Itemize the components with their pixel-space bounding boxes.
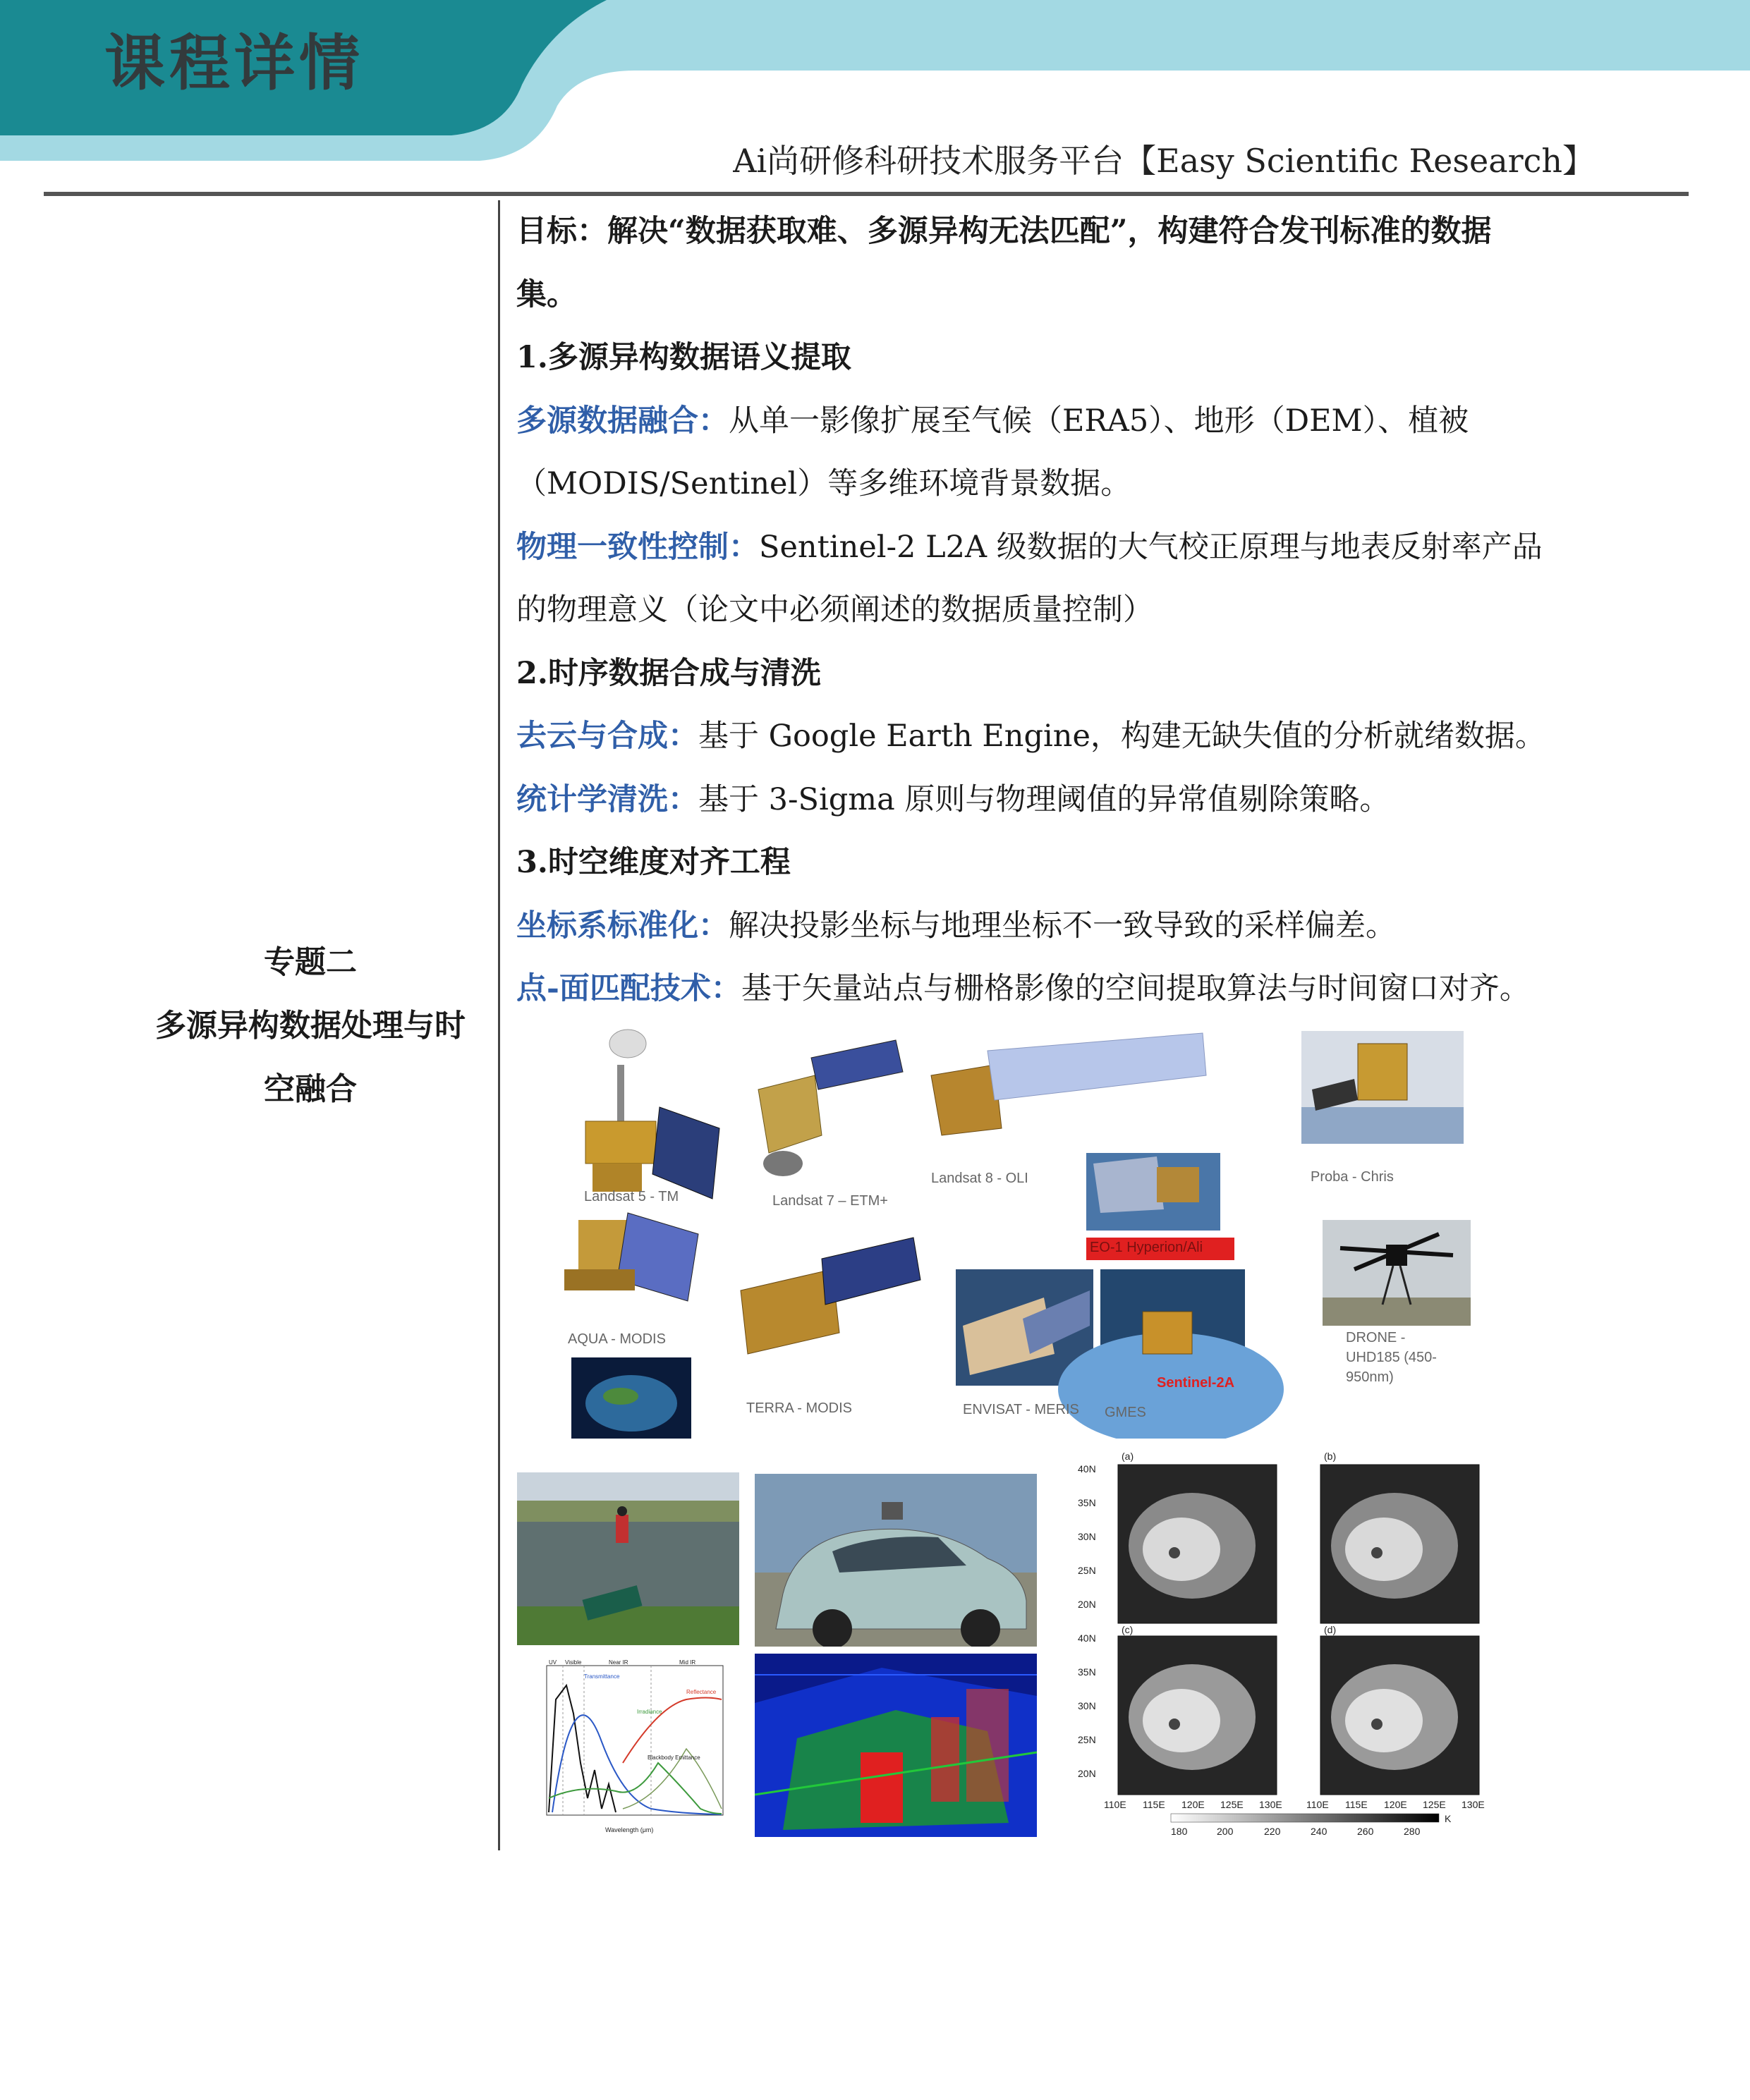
topic-title-line1: 多源异构数据处理与时 [155,1008,466,1044]
colorbar [1171,1814,1439,1822]
s1-item1-text: 从单一影像扩展至气候（ERA5）、地形（DEM）、植被 [729,403,1469,439]
landsat8-caption: Landsat 8 - OLI [931,1171,1028,1186]
typhoon-panel-b [1320,1465,1479,1623]
s3-item1 [516,895,1588,958]
landsat5-caption: Landsat 5 - TM [584,1189,679,1204]
spectrum-label-blackbody: Blackbody Emittance [648,1754,700,1761]
spectrum-band-visible: Visible [565,1659,582,1666]
s3-item2-text: 基于矢量站点与栅格影像的空间提取算法与时间窗口对齐。 [741,971,1530,1006]
lon-tick-110e-left: 110E [1104,1799,1126,1810]
landsat5-image [585,1030,719,1199]
s1-item2-text: Sentinel-2 L2A 级数据的大气校正原理与地表反射率产品 [759,529,1543,565]
spectrum-label-reflectance: Reflectance [686,1689,717,1695]
drone-caption-3: 950nm) [1346,1369,1394,1385]
colorbar-tick-220: 220 [1264,1826,1281,1837]
s2-item2-label: 统计学清洗： [516,781,698,817]
lat-tick-25n-bottom: 25N [1078,1734,1096,1745]
lat-tick-30n-top: 30N [1078,1531,1096,1542]
panel-label-b: (b) [1324,1451,1337,1462]
lon-tick-115e-left: 115E [1143,1799,1165,1810]
drone-image [1323,1220,1471,1326]
lat-tick-20n-bottom: 20N [1078,1768,1096,1779]
eo1-image [1086,1153,1220,1231]
landsat7-caption: Landsat 7 – ETM+ [772,1193,888,1209]
platform-name: Ai尚研修科研技术服务平台【Easy Scientific Research】 [733,142,1595,180]
s2-item1-text: 基于 Google Earth Engine，构建无缺失值的分析就绪数据。 [698,719,1545,754]
aqua-image [564,1213,698,1301]
colorbar-tick-260: 260 [1357,1826,1374,1837]
colorbar-tick-200: 200 [1217,1826,1234,1837]
goal-text-cont: 集。 [516,276,577,312]
typhoon-panel-c [1118,1636,1277,1795]
lon-tick-125e-left: 125E [1220,1799,1244,1810]
satellite-collage [536,1022,1474,1439]
s2-item2 [516,769,1588,832]
lon-tick-120e-right: 120E [1384,1799,1407,1810]
sentinel-caption: Sentinel-2A [1157,1375,1235,1391]
lon-tick-115e-right: 115E [1345,1799,1368,1810]
s3-item1-label: 坐标系标准化： [516,908,729,944]
s1-item2-cont: 的物理意义（论文中必须阐述的数据质量控制） [516,592,1153,628]
s1-item1-label: 多源数据融合： [516,403,729,439]
aqua-caption: AQUA - MODIS [568,1331,666,1347]
colorbar-unit: K [1445,1813,1452,1824]
s3-item2 [516,958,1588,1021]
satellite-illustrations [536,1022,1474,1439]
section-2-title: 2.时序数据合成与清洗 [516,655,821,691]
header-divider [44,192,1689,196]
s1-item2 [516,516,1588,580]
landsat7-image [758,1040,903,1176]
content-cell [516,200,1588,1021]
goal-text: 目标：解决“数据获取难、多源异构无法匹配”，构建符合发刊标准的数据 [516,214,1492,249]
colorbar-tick-180: 180 [1171,1826,1188,1837]
lat-tick-25n-top: 25N [1078,1565,1096,1576]
section-1-title: 1.多源异构数据语义提取 [516,340,851,375]
gmes-caption: GMES [1105,1405,1146,1420]
spectrum-label-transmittance: Transmittance [584,1673,620,1680]
panel-label-d: (d) [1324,1624,1337,1635]
lidar-pointcloud-view [755,1654,1037,1837]
typhoon-panel-a [1118,1465,1277,1623]
s1-item1 [516,390,1588,453]
drone-caption-1: DRONE - [1346,1330,1406,1345]
s3-item2-label: 点-面匹配技术： [516,971,741,1006]
colorbar-tick-240: 240 [1311,1826,1327,1837]
lat-tick-40n-top: 40N [1078,1463,1096,1475]
spectrum-band-uv: UV [549,1659,557,1666]
lat-tick-20n-top: 20N [1078,1599,1096,1610]
lon-tick-130e-right: 130E [1462,1799,1485,1810]
lat-tick-35n-bottom: 35N [1078,1666,1096,1678]
typhoon-panel-d [1320,1636,1479,1795]
s1-item1-cont: （MODIS/Sentinel）等多维环境背景数据。 [516,466,1131,501]
colorbar-tick-280: 280 [1404,1826,1421,1837]
topic-title-line2: 空融合 [264,1071,357,1107]
section-3-title: 3.时空维度对齐工程 [516,845,791,880]
field-survey-photo [517,1472,739,1645]
page-title: 课程详情 [104,28,364,99]
spectrum-xlabel: Wavelength (μm) [605,1826,654,1833]
proba-image [1301,1031,1464,1144]
drone-caption-2: UHD185 (450- [1346,1350,1437,1365]
s2-item1-label: 去云与合成： [516,719,698,754]
s2-item1 [516,705,1588,769]
lon-tick-110e-right: 110E [1306,1799,1329,1810]
lon-tick-120e-left: 120E [1181,1799,1205,1810]
spectrum-band-mir: Mid IR [679,1659,696,1666]
eo1-caption: EO-1 Hyperion/Ali [1090,1240,1203,1255]
autonomous-car-photo [755,1474,1037,1647]
topic-cell [106,931,515,1121]
s3-item1-text: 解决投影坐标与地理坐标不一致导致的采样偏差。 [729,908,1396,944]
spectrum-figure [517,1657,739,1837]
envisat-caption: ENVISAT - MERIS [963,1402,1079,1417]
topic-number: 专题二 [264,944,357,980]
spectrum-band-nir: Near IR [609,1659,628,1666]
lon-tick-125e-right: 125E [1423,1799,1446,1810]
lon-tick-130e-left: 130E [1259,1799,1282,1810]
earth-globe-image [571,1357,691,1439]
spectrum-label-irradiance: Irradiance [637,1709,662,1715]
lat-tick-30n-bottom: 30N [1078,1700,1096,1711]
typhoon-temperature-figure [1058,1447,1509,1842]
terra-caption: TERRA - MODIS [746,1400,853,1416]
landsat8-image [931,1033,1206,1135]
terra-image [741,1238,920,1354]
panel-label-a: (a) [1122,1451,1134,1462]
s1-item2-label: 物理一致性控制： [516,529,759,565]
s2-item2-text: 基于 3-Sigma 原则与物理阈值的异常值剔除策略。 [698,781,1390,817]
proba-caption: Proba - Chris [1311,1169,1394,1185]
lat-tick-40n-bottom: 40N [1078,1632,1096,1644]
panel-label-c: (c) [1122,1624,1134,1635]
lat-tick-35n-top: 35N [1078,1497,1096,1508]
